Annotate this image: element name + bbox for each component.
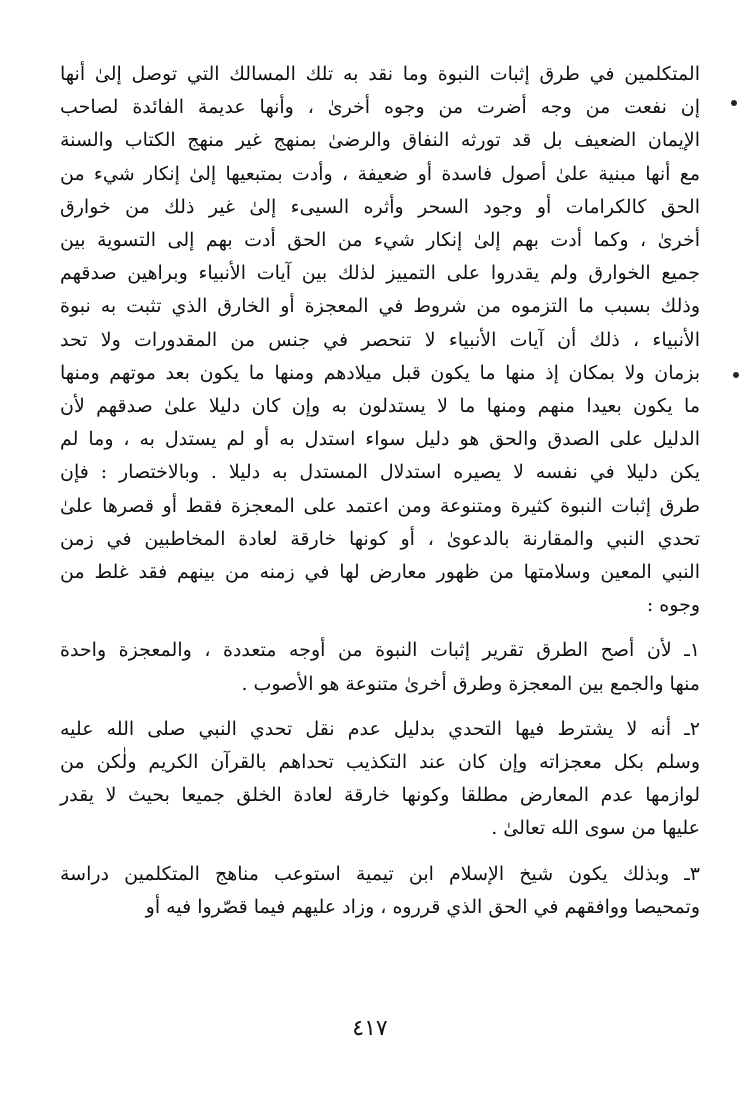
text-line: الدليل على الصدق والحق هو دليل سواء استدل به أو لم يستدل به ، وما لم [60,428,700,451]
page-number: ٤١٧ [352,1016,388,1041]
text-line: ١ـ لأن أصح الطرق تقرير إثبات النبوة من أوجه متعددة ، والمعجزة واحدة [60,639,700,662]
margin-dot [733,372,739,378]
text-line: الإيمان الضعيف بل قد تورثه النفاق والرضىٰ بمنهج غير منهج الكتاب والسنة [60,129,700,152]
text-line: وجوه : [646,594,700,617]
text-line: بزمان ولا بمكان إذ منها ما يكون قبل ميلادهم ومنها ما يكون بعد موتهم ومنها [60,361,700,384]
text-line: المتكلمين في طرق إثبات النبوة وما نقد به تلك المسالك التي توصل إلىٰ أنها [60,63,700,85]
text-line: النبي المعين وسلامتها من ظهور معارض لها في زمنه من بينهم فقد غلط من [60,561,700,584]
margin-dot [731,100,737,106]
text-line: ٢ـ أنه لا يشترط فيها التحدي بدليل عدم نقل تحدي النبي صلى الله عليه [60,717,700,740]
text-line: منها والجمع بين المعجزة وطرق أخرىٰ متنوعة هو الأصوب . [241,672,700,695]
list-item-2 [60,713,700,846]
text-line: ما يكون بعيدا منهم ومنها ما لا يستدلون به وإن كان دليلا علىٰ صدقهم لأن [60,395,700,418]
text-line: وسلم بكل معجزاته وإن كان عند التكذيب تحداهم بالقرآن الكريم ولٰكن من [60,751,700,774]
text-line: مع أنها مبنية علىٰ أصول فاسدة أو ضعيفة ، وأدت بمتبعيها إلىٰ إنكار شيء من [60,162,700,185]
text-line: إن نفعت من وجه أضرت من وجوه أخرىٰ ، وأنها عديمة الفائدة لصاحب [60,96,700,119]
text-line: يكن دليلا في نفسه لا يصيره استدلال المستدل به دليلا . وبالاختصار : فإن [60,461,700,484]
text-line: طرق إثبات النبوة كثيرة ومتنوعة ومن اعتمد على المعجزة فقط أو قصرها علىٰ [60,494,700,517]
list-item-1 [60,634,700,700]
text-line: الحق كالكرامات أو وجود السحر وأثره السيىء إلىٰ غير ذلك من خوارق [60,195,700,218]
text-line: تحدي النبي والمقارنة بالدعوىٰ ، أو كونها خارقة لعادة المخاطبين في زمن [60,527,700,550]
page-body [60,58,700,924]
intro-paragraph [60,58,700,622]
text-line: ٣ـ وبذلك يكون شيخ الإسلام ابن تيمية استوعب مناهج المتكلمين دراسة [60,862,700,885]
list-item-3 [60,858,700,924]
text-line: الأنبياء ، ذلك أن آيات الأنبياء لا تنحصر في جنس من المقدورات ولا تحد [60,328,700,351]
text-line: وتمحيصا ووافقهم في الحق الذي قرروه ، وزاد عليهم فيما قصّروا فيه أو [145,895,700,918]
text-line: أخرىٰ ، وكما أدت بهم إلىٰ إنكار شيء من الحق أدت بهم إلى التسوية بين [60,229,700,252]
text-line: عليها من سوى الله تعالىٰ . [491,817,700,840]
text-line: لوازمها عدم المعارض مطلقا وكونها خارقة لعادة الخلق جميعا بحيث لا يقدر [60,784,700,807]
text-line: جميع الخوارق ولم يقدروا على التمييز لذلك بين آيات الأنبياء وبراهين صدقهم [60,262,700,285]
text-line: وذلك بسبب ما التزموه من شروط في المعجزة أو الخارق الذي تثبت به نبوة [60,295,700,318]
